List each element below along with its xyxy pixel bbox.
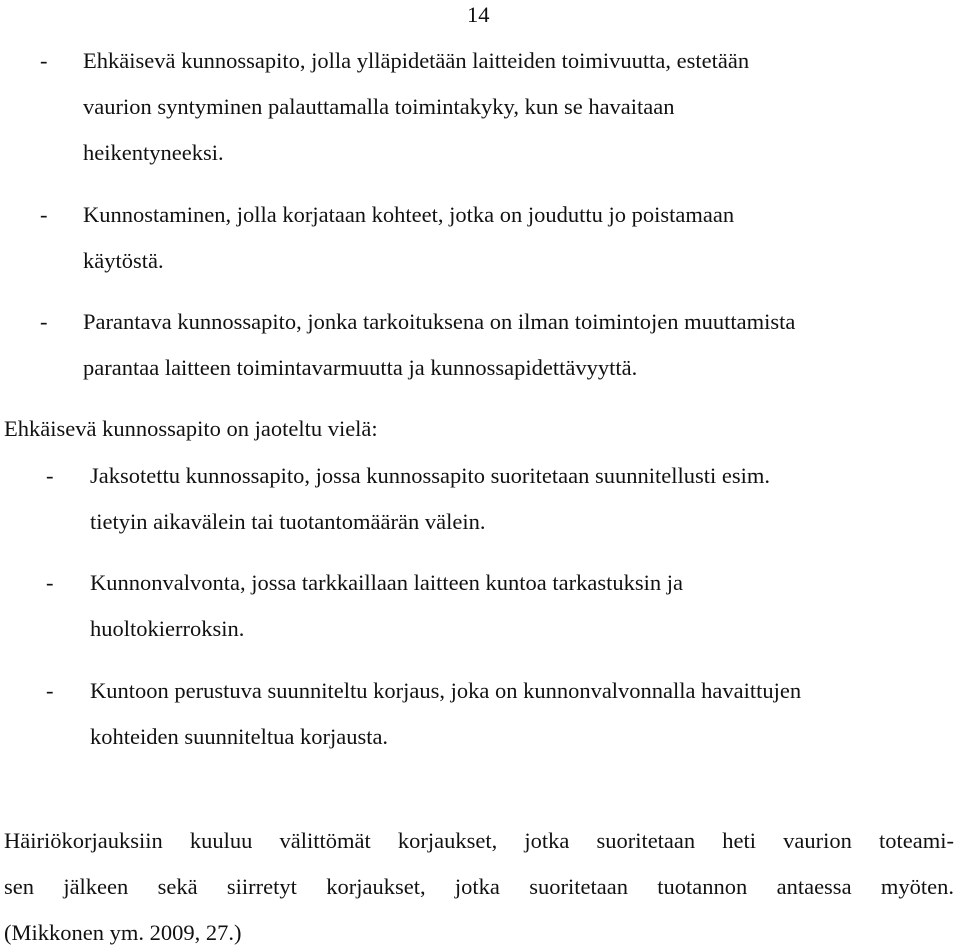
list-item-text: Parantava kunnossapito, jonka tarkoituksena on ilman toimintojen muuttamista: [83, 309, 796, 334]
list-dash: -: [40, 202, 48, 227]
citation-line: (Mikkonen ym. 2009, 27.): [4, 920, 242, 945]
list-item-text: Kunnostaminen, jolla korjataan kohteet, jotka on jouduttu jo poistamaan: [83, 202, 735, 227]
list-dash: -: [46, 463, 54, 488]
list-dash: -: [40, 48, 48, 73]
paragraph-line: Häiriökorjauksiin kuuluu välittömät korjaukset, jotka suoritetaan heti vaurion toteami-: [4, 828, 954, 853]
list-item-text: Ehkäisevä kunnossapito, jolla ylläpidetään laitteiden toimivuutta, estetään: [83, 48, 750, 73]
section-intro: Ehkäisevä kunnossapito on jaoteltu vielä:: [4, 416, 378, 441]
list-item-text: käytöstä.: [83, 248, 164, 273]
list-item-text: Jaksotettu kunnossapito, jossa kunnossapito suoritetaan suunnitellusti esim.: [90, 463, 770, 488]
list-dash: -: [40, 309, 48, 334]
list-item-text: huoltokierroksin.: [90, 616, 245, 641]
list-item-text: Kuntoon perustuva suunniteltu korjaus, joka on kunnonvalvonnalla havaittujen: [90, 678, 802, 703]
list-item-text: heikentyneeksi.: [83, 140, 224, 165]
list-item-text: Kunnonvalvonta, jossa tarkkaillaan laitteen kuntoa tarkastuksin ja: [90, 570, 683, 595]
list-item-text: parantaa laitteen toimintavarmuutta ja kunnossapidettävyyttä.: [83, 355, 638, 380]
list-dash: -: [46, 678, 54, 703]
list-item-text: kohteiden suunniteltua korjausta.: [90, 724, 389, 749]
list-item-text: tietyin aikavälein tai tuotantomäärän välein.: [90, 509, 486, 534]
page-number: 14: [467, 2, 490, 27]
list-item-text: vaurion syntyminen palauttamalla toimintakyky, kun se havaitaan: [83, 94, 675, 119]
paragraph-line: sen jälkeen sekä siirretyt korjaukset, jotka suoritetaan tuotannon antaessa myöten.: [4, 874, 954, 899]
list-dash: -: [46, 570, 54, 595]
